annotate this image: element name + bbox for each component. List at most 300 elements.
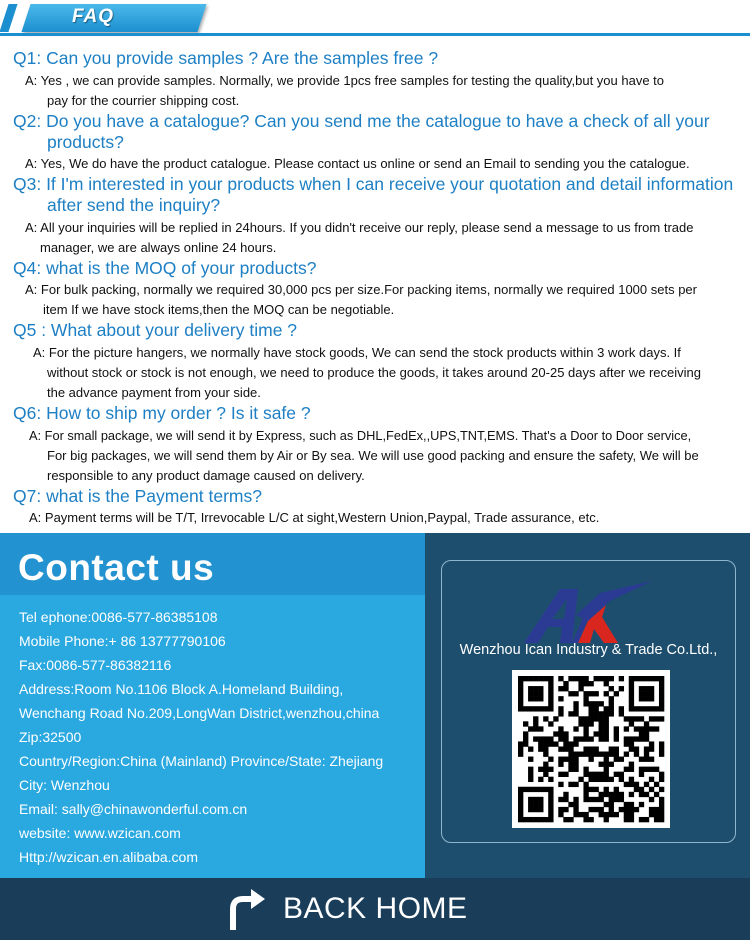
qr-module	[563, 757, 568, 762]
qr-module	[528, 777, 533, 782]
qr-module	[583, 752, 588, 757]
qr-module	[518, 812, 523, 817]
qr-module	[629, 777, 634, 782]
qr-module	[588, 787, 593, 792]
qr-module	[614, 746, 619, 751]
qr-module	[583, 772, 588, 777]
qr-module	[523, 731, 528, 736]
qr-module	[634, 736, 639, 741]
qr-module	[538, 746, 543, 751]
qr-module	[533, 726, 538, 731]
answer-line: A: Yes, We do have the product catalogue. Please contact us online or send an Email to sending you the catalogue.	[25, 156, 690, 171]
qr-module	[614, 812, 619, 817]
qr-module	[528, 787, 533, 792]
qr-module	[568, 802, 573, 807]
answer-line: A: Payment terms will be T/T, Irrevocable L/C at sight,Western Union,Paypal, Trade assurance, etc.	[29, 510, 600, 525]
qr-module	[634, 746, 639, 751]
qr-module	[649, 726, 654, 731]
qr-module	[588, 797, 593, 802]
contact-section	[0, 533, 750, 878]
qr-module	[573, 701, 578, 706]
qr-module	[659, 686, 664, 691]
qr-module	[568, 711, 573, 716]
qr-module	[659, 777, 664, 782]
qr-module	[543, 746, 548, 751]
qr-code-icon[interactable]	[512, 670, 670, 828]
qr-module	[518, 701, 523, 706]
qr-module	[639, 731, 644, 736]
qr-module	[609, 812, 614, 817]
qr-module	[604, 787, 609, 792]
answer-line: A: Yes , we can provide samples. Normally, we provide 1pcs free samples for testing the quality,but you have to	[25, 73, 665, 88]
qr-module	[604, 731, 609, 736]
qr-module	[599, 701, 604, 706]
qr-module	[543, 767, 548, 772]
qr-module	[654, 767, 659, 772]
qr-module	[588, 701, 593, 706]
qr-module	[588, 752, 593, 757]
qr-module	[639, 706, 644, 711]
qr-module	[518, 691, 523, 696]
qr-module	[538, 741, 543, 746]
qr-module	[659, 716, 664, 721]
qr-module	[624, 736, 629, 741]
qr-module	[568, 691, 573, 696]
qr-module	[578, 686, 583, 691]
qr-module	[538, 817, 543, 822]
answer-line: A: For small package, we will send it by Express, such as DHL,FedEx,,UPS,TNT,EMS. That's a Door to Door service,	[29, 428, 692, 443]
qr-module	[558, 772, 563, 777]
qr-module	[583, 676, 588, 681]
qr-module	[629, 817, 634, 822]
qr-module	[609, 696, 614, 701]
qr-module	[558, 731, 563, 736]
qr-module	[659, 706, 664, 711]
qr-module	[558, 696, 563, 701]
qr-module	[599, 792, 604, 797]
turn-arrow-icon	[225, 887, 269, 931]
qr-module	[578, 681, 583, 686]
qr-module	[583, 721, 588, 726]
qr-module	[558, 736, 563, 741]
qr-module	[614, 731, 619, 736]
qr-module	[573, 711, 578, 716]
qr-module	[604, 757, 609, 762]
qr-module	[629, 706, 634, 711]
qr-module	[518, 696, 523, 701]
qr-module	[563, 736, 568, 741]
qr-module	[528, 772, 533, 777]
qr-module	[558, 807, 563, 812]
qr-module	[624, 782, 629, 787]
qr-module	[548, 792, 553, 797]
qr-module	[533, 787, 538, 792]
qr-module	[568, 676, 573, 681]
answer-line: item If we have stock items,then the MOQ can be negotiable.	[43, 302, 395, 317]
qr-module	[583, 792, 588, 797]
qr-module	[528, 696, 533, 701]
qr-module	[609, 676, 614, 681]
qr-module	[573, 736, 578, 741]
qr-module	[558, 711, 563, 716]
qr-module	[639, 736, 644, 741]
qr-module	[604, 726, 609, 731]
qr-module	[573, 762, 578, 767]
qr-module	[573, 757, 578, 762]
qr-module	[614, 726, 619, 731]
qr-module	[604, 752, 609, 757]
qr-module	[548, 802, 553, 807]
qr-module	[599, 676, 604, 681]
qr-module	[644, 731, 649, 736]
qr-module	[548, 767, 553, 772]
qr-module	[523, 706, 528, 711]
qr-module	[563, 817, 568, 822]
qr-module	[639, 802, 644, 807]
faq-list	[0, 48, 750, 528]
qr-module	[619, 792, 624, 797]
qr-module	[639, 716, 644, 721]
qr-module	[629, 746, 634, 751]
qr-module	[523, 736, 528, 741]
qr-module	[614, 691, 619, 696]
qr-module	[583, 681, 588, 686]
qr-module	[644, 736, 649, 741]
contact-alibaba-link[interactable]: Http://wzican.en.alibaba.com	[19, 849, 198, 865]
qr-module	[528, 676, 533, 681]
qr-module	[538, 807, 543, 812]
qr-module	[573, 706, 578, 711]
qr-module	[583, 696, 588, 701]
qr-module	[634, 716, 639, 721]
qr-module	[548, 777, 553, 782]
back-home-bar	[0, 878, 750, 940]
qr-module	[624, 817, 629, 822]
back-home-label: BACK HOME	[283, 892, 468, 925]
qr-module	[583, 736, 588, 741]
qr-module	[599, 777, 604, 782]
qr-module	[629, 741, 634, 746]
qr-module	[533, 691, 538, 696]
qr-module	[548, 706, 553, 711]
qr-module	[659, 802, 664, 807]
qr-module	[599, 716, 604, 721]
qr-module	[659, 746, 664, 751]
qr-module	[573, 797, 578, 802]
contact-website[interactable]: website: www.wzican.com	[19, 825, 181, 841]
qr-module	[649, 746, 654, 751]
qr-module	[644, 691, 649, 696]
qr-module	[604, 802, 609, 807]
qr-module	[518, 681, 523, 686]
qr-module	[523, 721, 528, 726]
qr-module	[533, 721, 538, 726]
qr-module	[594, 807, 599, 812]
qr-module	[654, 726, 659, 731]
qr-module	[588, 772, 593, 777]
qr-module	[518, 752, 523, 757]
qr-module	[599, 752, 604, 757]
qr-module	[654, 792, 659, 797]
qr-module	[624, 726, 629, 731]
qr-module	[548, 691, 553, 696]
qr-module	[614, 787, 619, 792]
qr-module	[629, 701, 634, 706]
qr-module	[533, 696, 538, 701]
qr-module	[543, 817, 548, 822]
qr-module	[604, 792, 609, 797]
qr-module	[573, 691, 578, 696]
qr-module	[639, 767, 644, 772]
qr-module	[604, 777, 609, 782]
qr-module	[609, 762, 614, 767]
qr-module	[528, 807, 533, 812]
back-home-button[interactable]	[225, 888, 468, 930]
contact-mobile: Mobile Phone:+ 86 13777790106	[19, 633, 226, 649]
qr-module	[558, 762, 563, 767]
qr-module	[538, 706, 543, 711]
qr-module	[538, 797, 543, 802]
qr-module	[634, 752, 639, 757]
qr-module	[599, 807, 604, 812]
qr-module	[639, 757, 644, 762]
qr-module	[634, 782, 639, 787]
qr-module	[543, 752, 548, 757]
qr-module	[548, 797, 553, 802]
contact-address-line2: Wenchang Road No.209,LongWan District,wenzhou,china	[19, 705, 380, 721]
qr-module	[654, 807, 659, 812]
qr-module	[548, 757, 553, 762]
qr-module	[553, 716, 558, 721]
contact-address: Address:Room No.1106 Block A.Homeland Building,	[19, 681, 344, 697]
qr-module	[619, 797, 624, 802]
qr-module	[573, 726, 578, 731]
qr-module	[619, 757, 624, 762]
qr-module	[594, 797, 599, 802]
qr-module	[599, 797, 604, 802]
qr-module	[649, 797, 654, 802]
qr-module	[538, 676, 543, 681]
qr-module	[599, 772, 604, 777]
faq-item	[0, 174, 750, 258]
qr-module	[563, 797, 568, 802]
qr-module	[533, 817, 538, 822]
qr-module	[588, 777, 593, 782]
company-name: Wenzhou Ican Industry & Trade Co.Ltd.,	[459, 642, 718, 658]
qr-module	[594, 752, 599, 757]
qr-module	[644, 721, 649, 726]
qr-module	[604, 721, 609, 726]
qr-module	[639, 787, 644, 792]
qr-module	[644, 817, 649, 822]
qr-module	[609, 686, 614, 691]
qr-module	[578, 721, 583, 726]
qr-module	[604, 676, 609, 681]
qr-module	[578, 676, 583, 681]
qr-module	[629, 736, 634, 741]
qr-module	[528, 817, 533, 822]
qr-module	[568, 752, 573, 757]
qr-module	[523, 741, 528, 746]
qr-module	[583, 716, 588, 721]
qr-module	[599, 731, 604, 736]
qr-module	[533, 716, 538, 721]
qr-module	[558, 686, 563, 691]
qr-module	[583, 782, 588, 787]
qr-module	[604, 772, 609, 777]
qr-module	[543, 772, 548, 777]
answer-line: A: For bulk packing, normally we required 30,000 pcs per size.For packing items, normally we required 1000 sets per	[25, 282, 697, 297]
qr-module	[533, 706, 538, 711]
qr-module	[614, 792, 619, 797]
contact-email[interactable]: Email: sally@chinawonderful.com.cn	[19, 801, 248, 817]
qr-module	[624, 716, 629, 721]
qr-module	[548, 812, 553, 817]
qr-module	[619, 711, 624, 716]
faq-item	[0, 403, 750, 486]
question: Q5 : What about your delivery time ?	[13, 320, 298, 340]
qr-module	[629, 762, 634, 767]
contact-phone: Tel ephone:0086-577-86385108	[19, 609, 218, 625]
qr-module	[578, 752, 583, 757]
qr-module	[604, 681, 609, 686]
qr-module	[644, 726, 649, 731]
qr-module	[614, 752, 619, 757]
qr-module	[629, 767, 634, 772]
faq-item	[0, 320, 750, 403]
qr-module	[644, 746, 649, 751]
qr-module	[563, 792, 568, 797]
qr-module	[619, 777, 624, 782]
qr-module	[659, 696, 664, 701]
faq-item	[0, 486, 750, 528]
qr-module	[533, 676, 538, 681]
qr-module	[548, 696, 553, 701]
answer-line: A: All your inquiries will be replied in 24hours. If you didn't receive our reply, please send a message to us from trade	[25, 220, 694, 235]
qr-module	[568, 741, 573, 746]
qr-module	[538, 787, 543, 792]
qr-module	[609, 746, 614, 751]
qr-module	[639, 696, 644, 701]
qr-module	[543, 762, 548, 767]
qr-module	[634, 726, 639, 731]
qr-module	[563, 731, 568, 736]
qr-module	[614, 736, 619, 741]
answer-line: A: For the picture hangers, we normally have stock goods, We can send the stock products within 3 work days. If	[33, 345, 681, 360]
qr-module	[523, 676, 528, 681]
qr-module	[609, 777, 614, 782]
qr-module	[604, 762, 609, 767]
qr-module	[518, 686, 523, 691]
qr-module	[538, 802, 543, 807]
qr-module	[639, 817, 644, 822]
qr-module	[594, 701, 599, 706]
qr-module	[573, 767, 578, 772]
qr-module	[604, 817, 609, 822]
qr-module	[609, 752, 614, 757]
qr-module	[588, 817, 593, 822]
qr-module	[609, 792, 614, 797]
qr-module	[523, 787, 528, 792]
qr-module	[649, 686, 654, 691]
qr-module	[604, 706, 609, 711]
qr-module	[599, 736, 604, 741]
qr-module	[563, 686, 568, 691]
qr-module	[583, 817, 588, 822]
faq-title: FAQ	[72, 6, 115, 27]
qr-module	[543, 736, 548, 741]
qr-module	[538, 696, 543, 701]
question: Q3: If I'm interested in your products when I can receive your quotation and detail information	[13, 174, 734, 194]
qr-module	[614, 797, 619, 802]
contact-city: City: Wenzhou	[19, 777, 110, 793]
qr-module	[563, 681, 568, 686]
qr-module	[568, 767, 573, 772]
qr-module	[639, 726, 644, 731]
qr-module	[573, 741, 578, 746]
qr-module	[583, 767, 588, 772]
qr-module	[644, 696, 649, 701]
qr-module	[573, 802, 578, 807]
qr-module	[558, 782, 563, 787]
qr-module	[629, 676, 634, 681]
qr-module	[594, 772, 599, 777]
qr-module	[588, 716, 593, 721]
qr-module	[583, 726, 588, 731]
qr-module	[649, 716, 654, 721]
qr-module	[558, 757, 563, 762]
qr-module	[528, 746, 533, 751]
qr-module	[528, 757, 533, 762]
qr-module	[573, 782, 578, 787]
qr-module	[604, 691, 609, 696]
qr-module	[528, 706, 533, 711]
qr-module	[594, 787, 599, 792]
qr-module	[543, 741, 548, 746]
qr-module	[639, 691, 644, 696]
qr-module	[609, 706, 614, 711]
qr-module	[644, 767, 649, 772]
qr-module	[548, 817, 553, 822]
qr-module	[588, 721, 593, 726]
qr-module	[583, 746, 588, 751]
qr-module	[523, 817, 528, 822]
qr-module	[639, 686, 644, 691]
qr-module	[543, 787, 548, 792]
qr-module	[624, 812, 629, 817]
qr-module	[619, 772, 624, 777]
qr-module	[659, 817, 664, 822]
qr-module	[659, 787, 664, 792]
qr-module	[634, 706, 639, 711]
qr-module	[533, 686, 538, 691]
qr-module	[629, 681, 634, 686]
qr-module	[644, 782, 649, 787]
qr-module	[558, 726, 563, 731]
qr-module	[659, 701, 664, 706]
qr-module	[599, 711, 604, 716]
qr-module	[609, 711, 614, 716]
qr-module	[649, 757, 654, 762]
question: Q6: How to ship my order ? Is it safe ?	[13, 403, 311, 423]
qr-module	[624, 767, 629, 772]
question: products?	[47, 132, 124, 152]
qr-module	[604, 736, 609, 741]
qr-module	[604, 812, 609, 817]
qr-module	[629, 782, 634, 787]
qr-module	[644, 792, 649, 797]
qr-module	[568, 782, 573, 787]
